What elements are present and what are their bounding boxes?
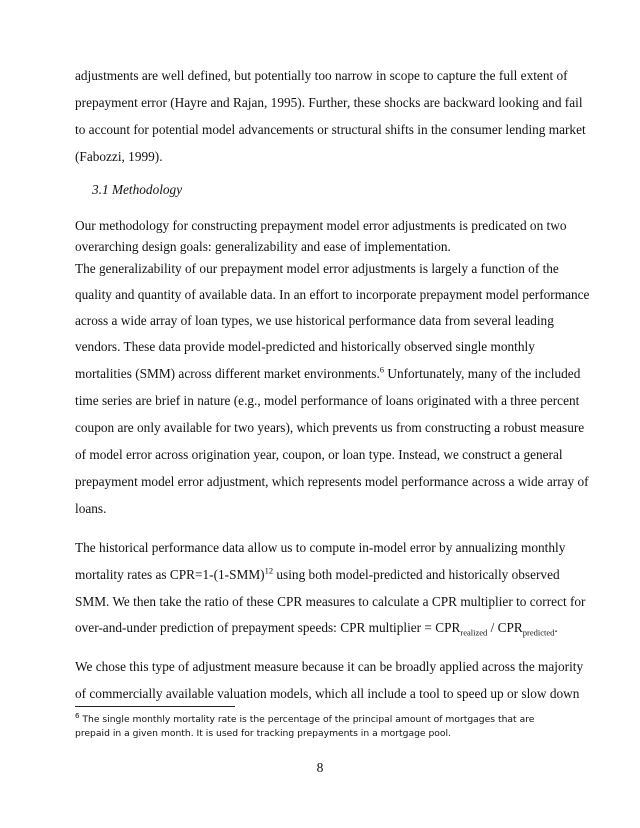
section-title: Methodology (111, 182, 183, 197)
text-line: We chose this type of adjustment measure because it can be broadly applied across the majority (75, 659, 584, 674)
exponent: 12 (264, 565, 274, 576)
text-line: coupon are only available for two years), which prevents us from constructing a robust measure (75, 420, 585, 435)
text-span: mortalities (SMM) across different market environments. (75, 366, 380, 381)
text-line: prepayment error (Hayre and Rajan, 1995). Further, these shocks are backward looking and fail (75, 95, 583, 110)
footnote-line (75, 713, 570, 726)
page-number: 8 (316, 760, 324, 775)
text-span: over-and-under prediction of prepayment speeds: CPR multiplier = CPR (75, 620, 461, 635)
text-line: time series are brief in nature (e.g., model performance of loans originated with a three percent (75, 393, 580, 408)
text-line: loans. (75, 501, 107, 516)
text-line: The historical performance data allow us to compute in-model error by annualizing monthly (75, 540, 566, 555)
text-line: of commercially available valuation models, which all include a tool to speed up or slow down (75, 686, 580, 701)
footnote-marker: 6 (75, 711, 80, 720)
footnote-line: prepaid in a given month. It is used for tracking prepayments in a mortgage pool. (75, 728, 452, 739)
text-span: / CPR (487, 620, 523, 635)
text-line: SMM. We then take the ratio of these CPR measures to calculate a CPR multiplier to correct for (75, 594, 586, 609)
text-line: adjustments are well defined, but potentially too narrow in scope to capture the full extent of (75, 68, 568, 83)
text-line: of model error across origination year, coupon, or loan type. Instead, we construct a general (75, 447, 563, 462)
text-line: Our methodology for constructing prepayment model error adjustments is predicated on two (75, 218, 567, 233)
text-span: using both model-predicted and historically observed (273, 567, 560, 582)
text-line: overarching design goals: generalizability and ease of implementation. (75, 239, 451, 254)
text-line: The generalizability of our prepayment model error adjustments is largely a function of the (75, 261, 559, 276)
subscript: realized (460, 627, 488, 638)
text-line: across a wide array of loan types, we use historical performance data from several leading (75, 313, 554, 328)
footnote-text: The single monthly mortality rate is the percentage of the principal amount of mortgages that are (79, 714, 535, 725)
text-span: Unfortunately, many of the included (384, 366, 581, 381)
text-line (75, 620, 570, 636)
text-line (75, 567, 570, 583)
text-line: prepayment model error adjustment, which represents model performance across a wide array of (75, 474, 589, 489)
subscript: predicted (522, 627, 555, 638)
text-line (75, 364, 581, 382)
text-line: quality and quantity of available data. In an effort to incorporate prepayment model performance (75, 287, 590, 302)
text-span: mortality rates as CPR=1-(1-SMM) (75, 567, 265, 582)
section-heading (92, 182, 587, 198)
text-line: to account for potential model advancements or structural shifts in the consumer lending market (75, 122, 586, 137)
text-span: . (554, 620, 558, 635)
text-line: vendors. These data provide model-predicted and historically observed single monthly (75, 339, 535, 354)
footnote-rule (75, 706, 235, 707)
text-line: (Fabozzi, 1999). (75, 149, 163, 164)
footnote-ref[interactable]: 6 (379, 364, 385, 375)
section-number: 3.1 (92, 182, 109, 197)
